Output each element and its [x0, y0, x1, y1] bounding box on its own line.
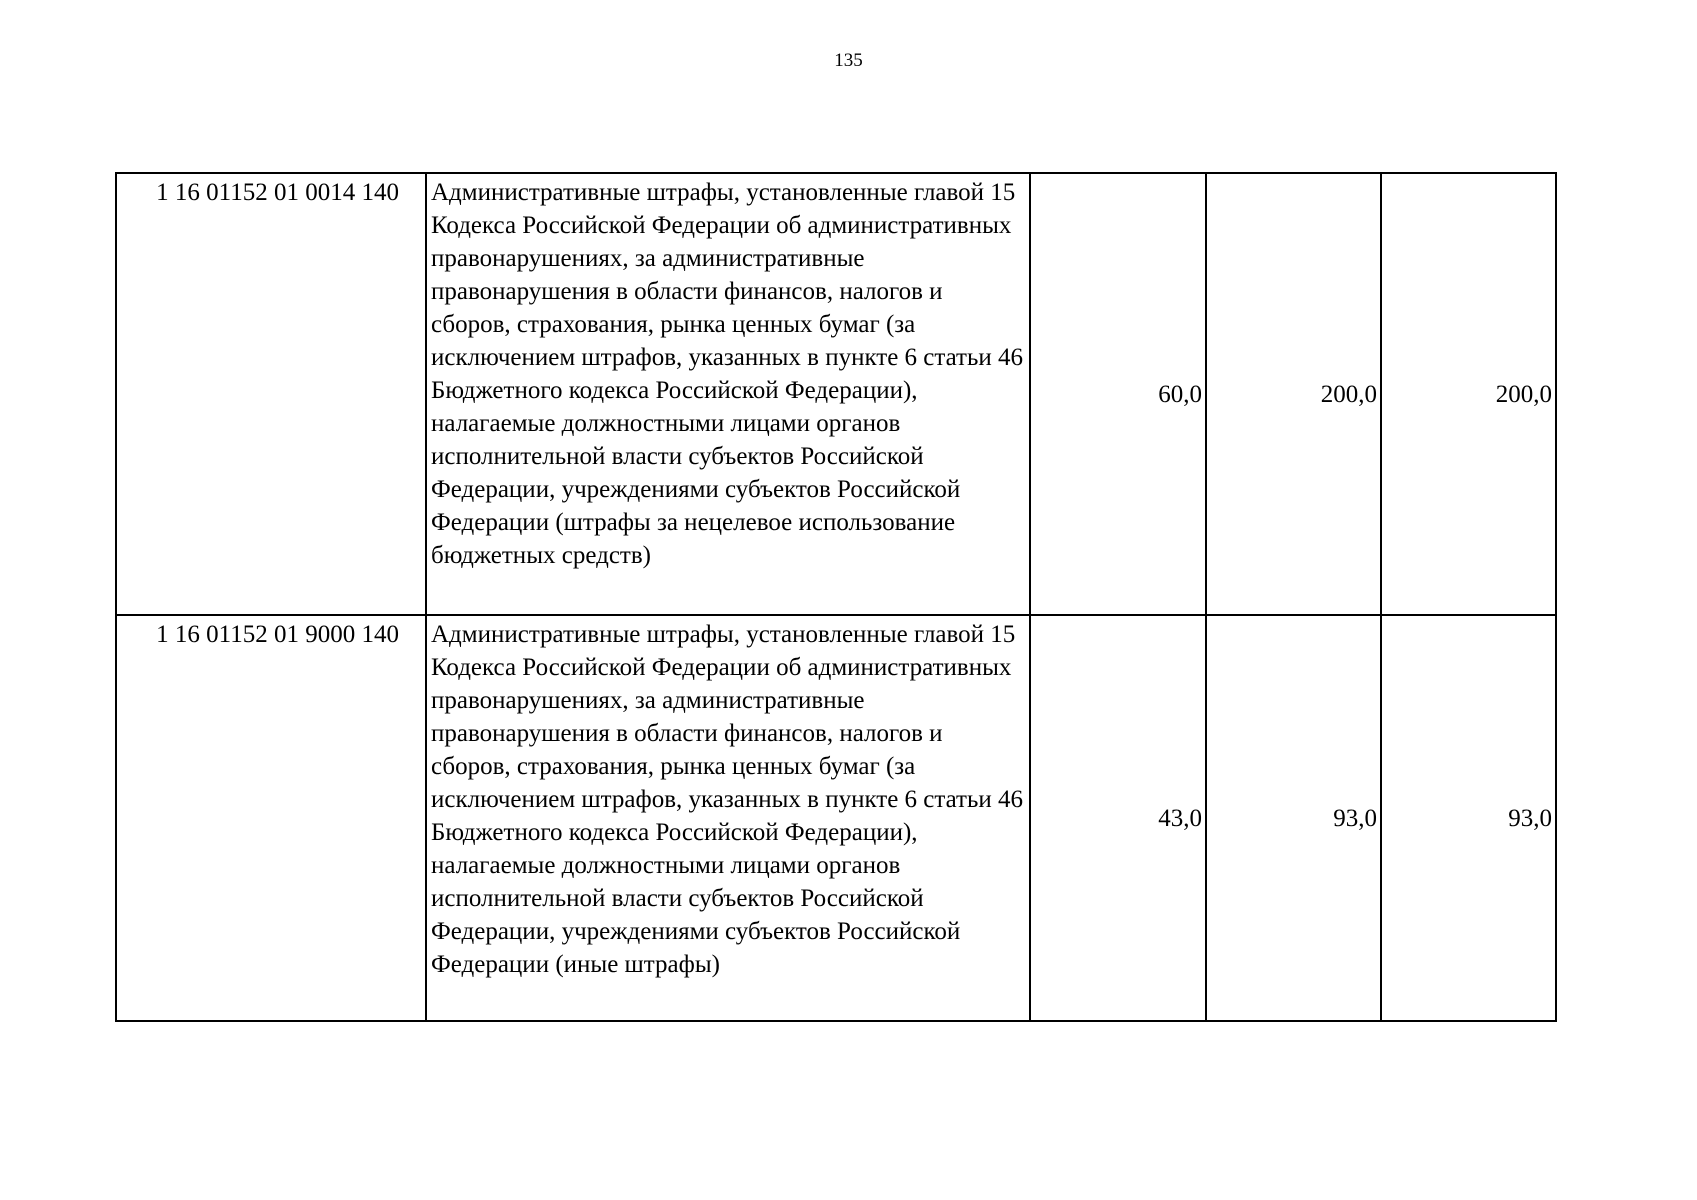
- budget-table: [115, 172, 1557, 1022]
- description-cell: [426, 615, 1030, 1021]
- budget-code-cell: 1 16 01152 01 0014 140: [116, 173, 426, 615]
- table-row: [116, 615, 1556, 1021]
- value-cell-3: 93,0: [1381, 615, 1556, 1021]
- value-cell-1: 60,0: [1030, 173, 1206, 615]
- table-row: [116, 173, 1556, 615]
- description-text: Административные штрафы, установленные главой 15 Кодекса Российской Федерации об административных правонарушениях, за административные правонарушения в области финансов, налогов и сборов, страхования, рынка ценных бумаг (за исключением штрафов, указанных в пункте 6 статьи 46 Бюджетного кодекса Российской Федерации), налагаемые должностными лицами органов исполнительной власти субъектов Российской Федерации, учреждениями субъектов Российской Федерации (штрафы за нецелевое использование бюджетных средств): [431, 179, 1024, 569]
- value-cell-3: 200,0: [1381, 173, 1556, 615]
- budget-code-cell: 1 16 01152 01 9000 140: [116, 615, 426, 1021]
- value-cell-2: 93,0: [1206, 615, 1381, 1021]
- value-cell-1: 43,0: [1030, 615, 1206, 1021]
- description-cell: [426, 173, 1030, 615]
- value-cell-2: 200,0: [1206, 173, 1381, 615]
- description-text: Административные штрафы, установленные главой 15 Кодекса Российской Федерации об административных правонарушениях, за административные правонарушения в области финансов, налогов и сборов, страхования, рынка ценных бумаг (за исключением штрафов, указанных в пункте 6 статьи 46 Бюджетного кодекса Российской Федерации), налагаемые должностными лицами органов исполнительной власти субъектов Российской Федерации, учреждениями субъектов Российской Федерации (иные штрафы): [431, 621, 1024, 978]
- page-number: 135: [834, 50, 863, 71]
